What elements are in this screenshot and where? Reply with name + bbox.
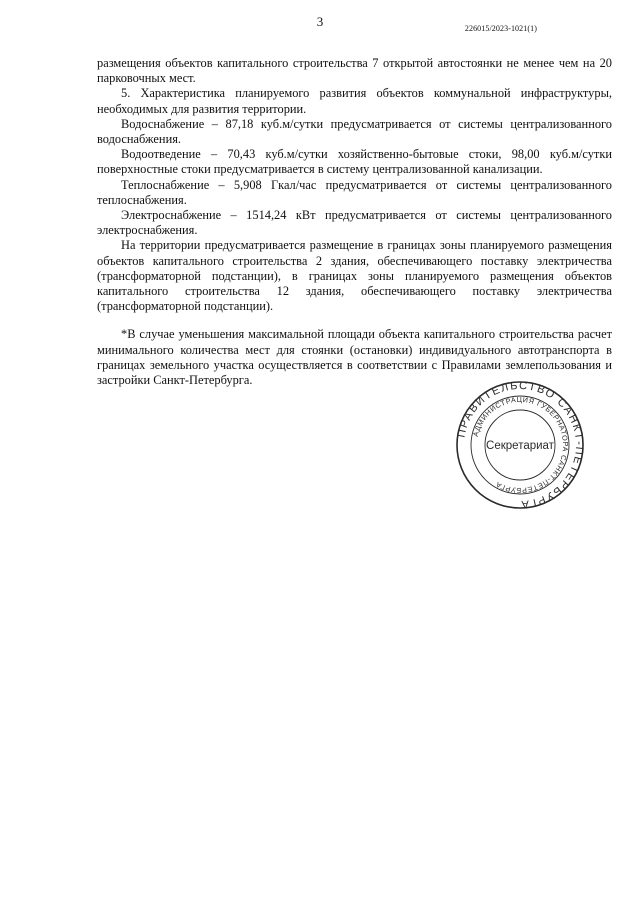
seal-inner-text: АДМИНИСТРАЦИЯ ГУБЕРНАТОРА САНКТ-ПЕТЕРБУРГА — [470, 394, 571, 496]
paragraph-parking: размещения объектов капитального строительства 7 открытой автостоянки не менее чем на 20 парковочных мест. — [97, 56, 612, 86]
paragraph-drainage: Водоотведение – 70,43 куб.м/сутки хозяйственно-бытовые стоки, 98,00 куб.м/сутки поверхностные стоки предусматривается в систему централизованной канализации. — [97, 147, 612, 177]
seal-outer-text: ПРАВИТЕЛЬСТВО САНКТ-ПЕТЕРБУРГА — [455, 380, 585, 510]
paragraph-water-supply: Водоснабжение – 87,18 куб.м/сутки предусматривается от системы централизованного водоснабжения. — [97, 116, 612, 147]
official-seal — [455, 380, 585, 510]
paragraph-footnote: *В случае уменьшения максимальной площади объекта капитального строительства расчет минимального количества мест для стоянки (остановки) индивидуального автотранспорта в границах земельного участка осуществляется в соответствии с Правилами землепользования и застройки Санкт-Петербурга. — [97, 327, 612, 388]
seal-graphic — [455, 380, 585, 510]
page-number: 3 — [316, 14, 324, 29]
paragraph-power-supply: Электроснабжение – 1514,24 кВт предусматривается от системы централизованного электроснабжения. — [97, 208, 612, 238]
paragraph-heat-supply: Теплоснабжение – 5,908 Гкал/час предусматривается от системы централизованного теплоснабжения. — [97, 177, 612, 207]
paragraph-substations: На территории предусматривается размещение в границах зоны планируемого размещения объектов капитального строительства 2 здания, обеспечивающего поставку электричества (трансформаторной подстанции), в границах зоны планируемого размещения объектов капитального строительства 12 здания, обеспечивающего поставку электричества (трансформаторной подстанции). — [97, 238, 612, 314]
document-id: 226015/2023-1021(1) — [464, 24, 537, 33]
document-body — [97, 56, 612, 388]
paragraph-section-5-heading: 5. Характеристика планируемого развития объектов коммунальной инфраструктуры, необходимых для развития территории. — [97, 86, 612, 116]
seal-center-text: Секретариат — [486, 440, 554, 452]
